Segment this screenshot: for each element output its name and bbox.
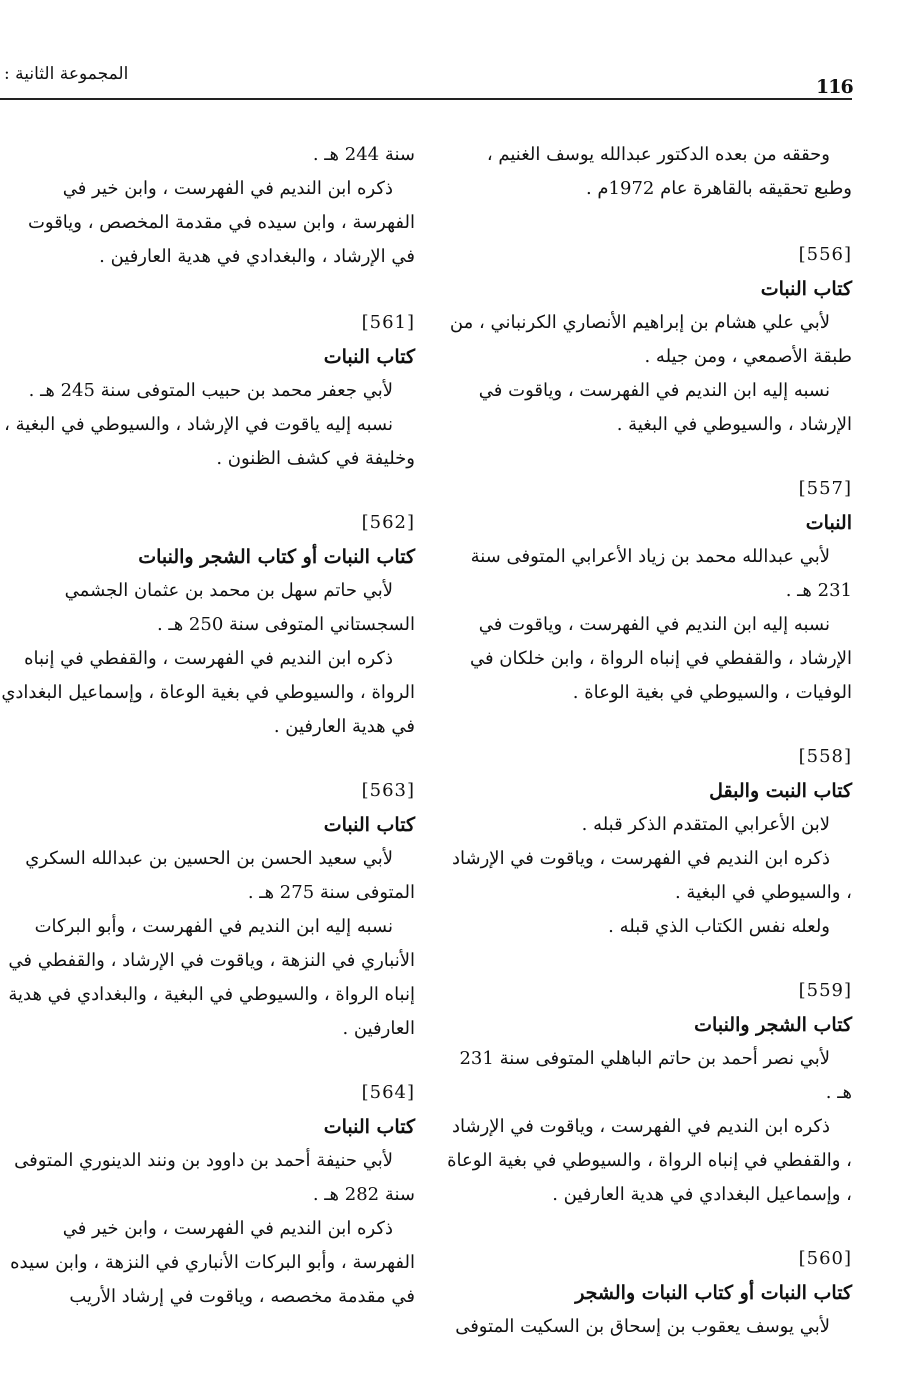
header-rule [0,98,852,100]
entry-paragraph: ذكره ابن النديم في الفهرست ، والقفطي في إنباه الرواة ، والسيوطي في بغية الوعاة ، وإسماعيل البغدادي في هدية العارفين . [1,648,415,737]
entry-number: [557] [798,478,852,499]
entry-557 [444,472,852,710]
page-header [0,0,921,100]
entry-paragraph: لأبي علي هشام بن إبراهيم الأنصاري الكرنباني ، من طبقة الأصمعي ، ومن جيله . [449,312,852,367]
left-column [0,138,415,1344]
page-number: 116 [816,76,853,98]
entry-564 [0,1076,415,1314]
intro-line: ذكره ابن النديم في الفهرست ، وابن خير في الفهرسة ، وابن سيده في مقدمة المخصص ، وياقوت في الإرشاد ، والبغدادي في هدية العارفين . [27,178,415,267]
entry-paragraph: لأبي حاتم سهل بن محمد بن عثمان الجشمي السجستاني المتوفى سنة 250 هـ . [64,580,415,635]
right-column-intro [444,138,852,206]
entry-title: كتاب النبات [760,278,852,300]
entry-561 [0,306,415,476]
entry-number: [561] [361,312,415,333]
left-column-intro [0,138,415,274]
entry-paragraph: ولعله نفس الكتاب الذي قبله . [608,916,830,937]
entry-number: [563] [361,780,415,801]
entry-number: [556] [798,244,852,265]
intro-line: سنة 244 هـ . [312,144,415,165]
entry-paragraph: نسبه إليه ابن النديم في الفهرست ، وياقوت في الإرشاد ، والسيوطي في البغية . [478,380,852,435]
entry-paragraph: ذكره ابن النديم في الفهرست ، وياقوت في الإرشاد ، والسيوطي في البغية . [452,848,852,903]
entry-paragraph: لأبي حنيفة أحمد بن داوود بن ونند الدينوري المتوفى سنة 282 هـ . [14,1150,415,1205]
running-title: المجموعة الثانية : [4,64,129,84]
entry-paragraph: نسبه إليه ابن النديم في الفهرست ، وأبو البركات الأنباري في النزهة ، وياقوت في الإرشاد ، والقفطي في إنباه الرواة ، والسيوطي في البغية ، والبغدادي في هدية العارفين . [8,916,415,1039]
entry-paragraph: ذكره ابن النديم في الفهرست ، وابن خير في الفهرسة ، وأبو البركات الأنباري في النزهة ، وابن سيده في مقدمة مخصصه ، وياقوت في إرشاد الأريب [10,1218,415,1307]
entry-number: [564] [361,1082,415,1103]
entry-title: كتاب النبت والبقل [709,780,852,802]
entry-number: [560] [798,1248,852,1269]
entry-559 [444,974,852,1212]
entry-paragraph: لأبي جعفر محمد بن حبيب المتوفى سنة 245 هـ . [28,380,393,401]
entry-title: النبات [805,512,852,534]
entry-562 [0,506,415,744]
entry-number: [562] [361,512,415,533]
entry-paragraph: نسبه إليه ياقوت في الإرشاد ، والسيوطي في البغية ، وخليفة في كشف الظنون . [4,414,415,469]
entry-title: كتاب النبات [323,1116,415,1138]
entry-556 [444,238,852,442]
entry-paragraph: لأبي نصر أحمد بن حاتم الباهلي المتوفى سنة 231 هـ . [459,1048,852,1103]
entry-558 [444,740,852,944]
entry-title: كتاب الشجر والنبات [694,1014,852,1036]
entry-title: كتاب النبات [323,814,415,836]
entry-563 [0,774,415,1046]
intro-line: وطبع تحقيقه بالقاهرة عام 1972م . [585,178,852,199]
right-column [444,138,852,1374]
entry-paragraph: لأبي سعيد الحسن بن الحسين بن عبدالله السكري المتوفى سنة 275 هـ . [25,848,415,903]
entry-paragraph: لأبي يوسف يعقوب بن إسحاق بن السكيت المتوفى [455,1316,830,1337]
intro-line: وحققه من بعده الدكتور عبدالله يوسف الغنيم ، [486,144,830,165]
entry-560 [444,1242,852,1344]
entry-number: [558] [798,746,852,767]
entry-paragraph: لأبي عبدالله محمد بن زياد الأعرابي المتوفى سنة 231 هـ . [470,546,852,601]
entry-title: كتاب النبات أو كتاب الشجر والنبات [138,546,415,568]
entry-paragraph: ذكره ابن النديم في الفهرست ، وياقوت في الإرشاد ، والقفطي في إنباه الرواة ، والسيوطي في بغية الوعاة ، وإسماعيل البغدادي في هدية العارفين . [447,1116,852,1205]
entry-title: كتاب النبات أو كتاب النبات والشجر [575,1282,852,1304]
entry-paragraph: لابن الأعرابي المتقدم الذكر قبله . [581,814,830,835]
entry-paragraph: نسبه إليه ابن النديم في الفهرست ، وياقوت في الإرشاد ، والقفطي في إنباه الرواة ، وابن خلكان في الوفيات ، والسيوطي في بغية الوعاة . [469,614,852,703]
entry-number: [559] [798,980,852,1001]
entry-title: كتاب النبات [323,346,415,368]
